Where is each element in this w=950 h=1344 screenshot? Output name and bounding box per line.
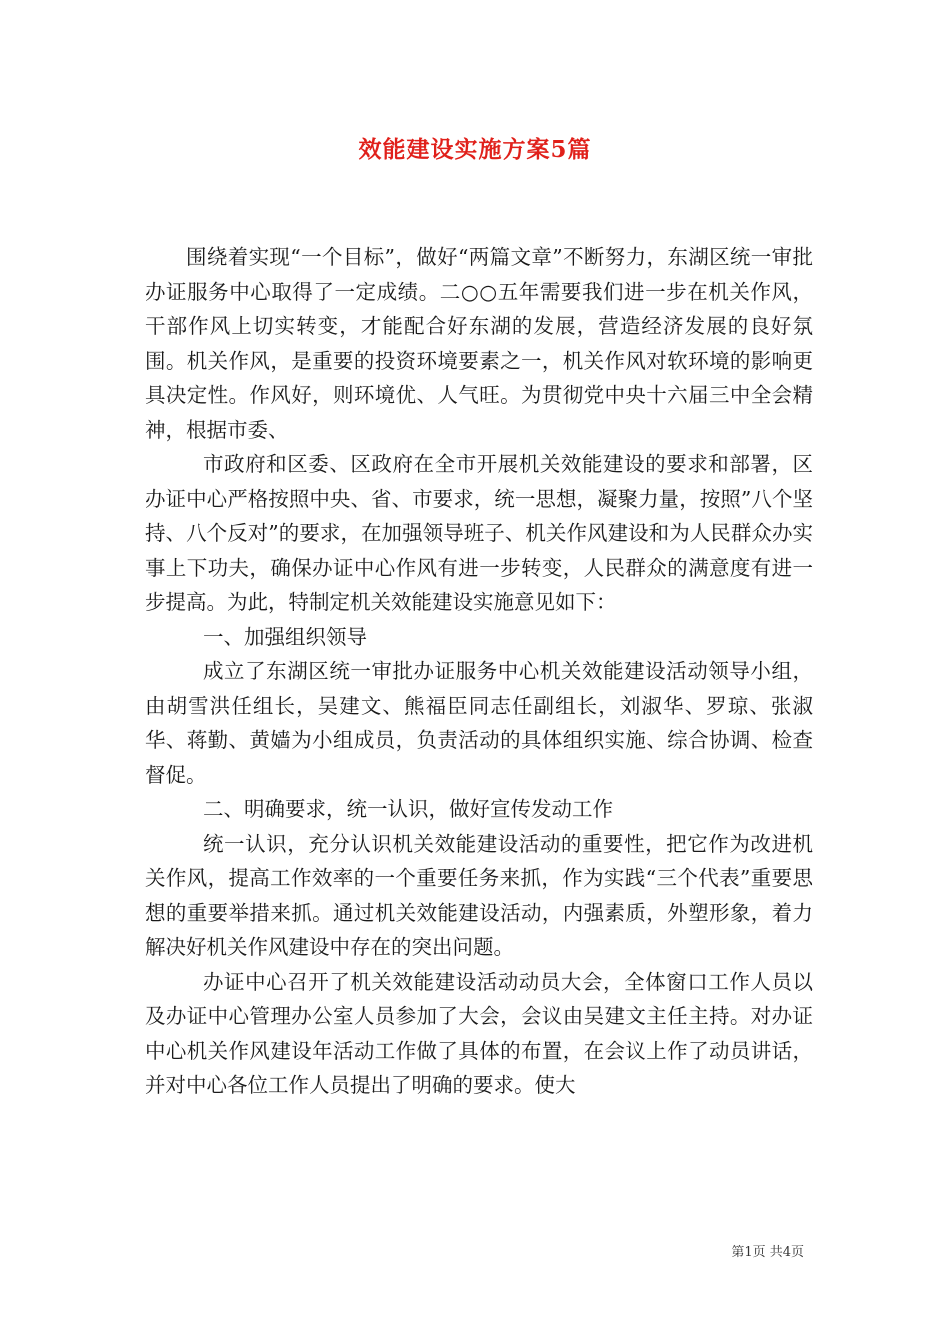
paragraph: 办证中心召开了机关效能建设活动动员大会，全体窗口工作人员以及办证中心管理办公室人员参加了大会，会议由吴建文主任主持。对办证中心机关作风建设年活动工作做了具体的布置，在会议上作了动员讲话，并对中心各位工作人员提出了明确的要求。使大 <box>145 969 813 1097</box>
paragraph: 统一认识，充分认识机关效能建设活动的重要性，把它作为改进机关作风，提高工作效率的一个重要任务来抓，作为实践“三个代表”重要思想的重要举措来抓。通过机关效能建设活动，内强素质，外塑形象，着力解决好机关作风建设中存在的突出问题。 <box>145 831 813 959</box>
document-title: 效能建设实施方案5篇 <box>358 136 592 163</box>
document-body <box>145 240 813 1103</box>
paragraph: 市政府和区委、区政府在全市开展机关效能建设的要求和部署，区办证中心严格按照中央、省、市要求，统一思想，凝聚力量，按照”八个坚持、八个反对”的要求，在加强领导班子、机关作风建设和为人民群众办实事上下功夫，确保办证中心作风有进一步转变，人民群众的满意度有进一步提高。为此，特制定机关效能建设实施意见如下： <box>145 452 813 614</box>
paragraph: 围绕着实现“一个目标”，做好“两篇文章”不断努力，东湖区统一审批办证服务中心取得了一定成绩。二○○五年需要我们进一步在机关作风，干部作风上切实转变，才能配合好东湖的发展，营造经济发展的良好氛围。机关作风，是重要的投资环境要素之一，机关作风对软环境的影响更具决定性。作风好，则环境优、人气旺。为贯彻党中央十六届三中全会精神，根据市委、 <box>145 245 813 442</box>
section-heading: 一、加强组织领导 <box>203 624 367 649</box>
paragraph: 成立了东湖区统一审批办证服务中心机关效能建设活动领导小组，由胡雪洪任组长，吴建文、熊福臣同志任副组长，刘淑华、罗琼、张淑华、蒋勤、黄嫱为小组成员，负责活动的具体组织实施、综合协调、检查督促。 <box>145 659 813 787</box>
section-heading: 二、明确要求，统一认识，做好宣传发动工作 <box>203 797 613 821</box>
page-number: 第1页 共4页 <box>731 1245 804 1260</box>
